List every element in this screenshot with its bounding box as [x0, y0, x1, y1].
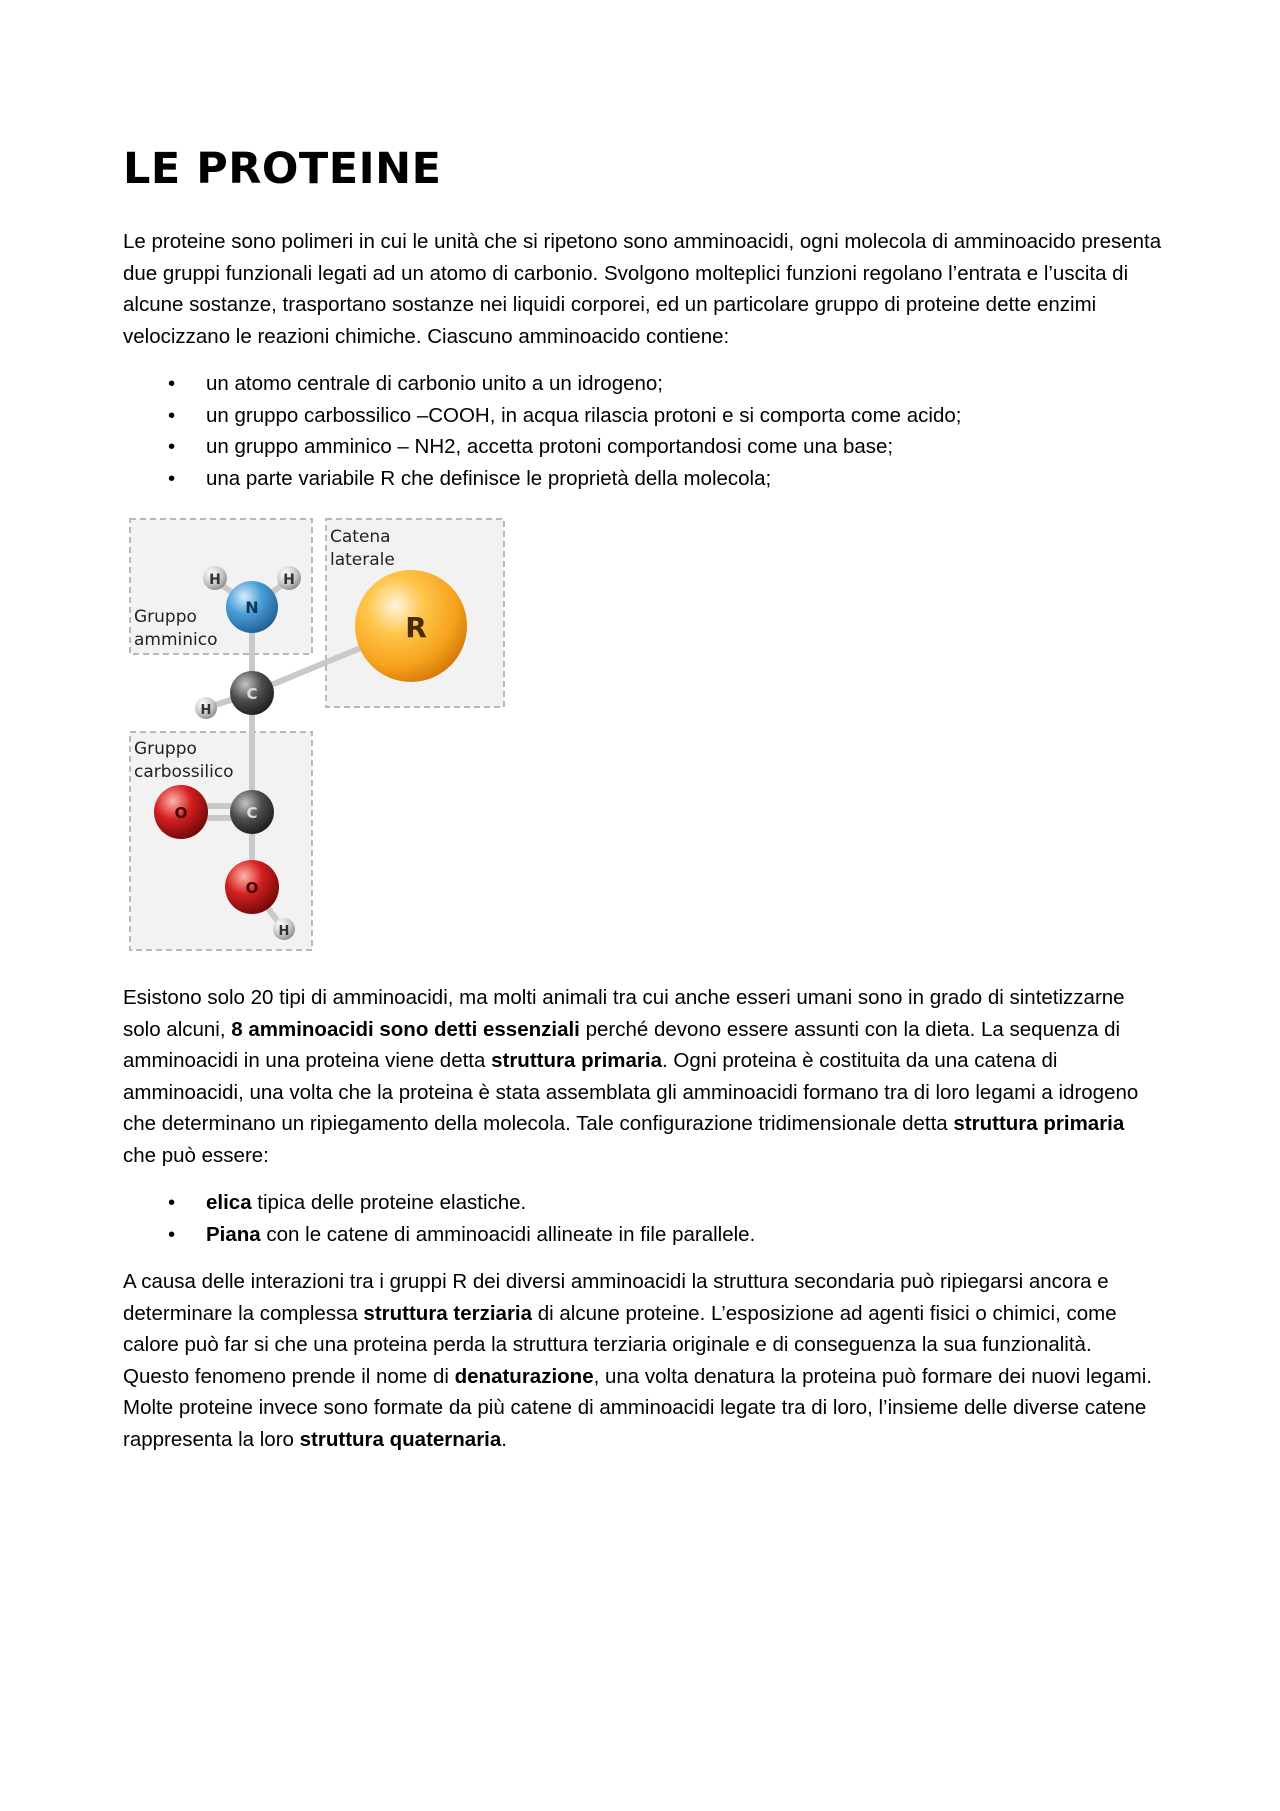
- list-item: [123, 368, 961, 400]
- list-item: [123, 1219, 755, 1251]
- carbon-symbol: C: [246, 685, 258, 703]
- hydrogen-atom: [203, 566, 227, 590]
- bullet-icon: •: [168, 1222, 176, 1246]
- hydrogen-symbol: H: [283, 572, 295, 588]
- bold-text-run: struttura primaria: [491, 1049, 662, 1072]
- carbon-atom: [230, 671, 274, 715]
- hydrogen-atom: [195, 697, 217, 719]
- secondary-structure-list: [123, 1187, 755, 1250]
- bullet-icon: •: [168, 435, 176, 458]
- list-item: [123, 463, 961, 495]
- list-item: [123, 400, 961, 432]
- list-item-text: un gruppo carbossilico –COOH, in acqua rilascia protoni e si comporta come acido;: [206, 403, 962, 427]
- hydrogen-symbol: H: [200, 703, 212, 718]
- list-item-text: una parte variabile R che definisce le proprietà della molecola;: [206, 466, 772, 490]
- carbon-symbol: C: [246, 804, 258, 822]
- intro-paragraph: Le proteine sono polimeri in cui le unità che si ripetono sono amminoacidi, ogni molecola di amminoacido presenta due gruppi funzionali legati ad un atomo di carbonio. Svolgono molteplici funzioni regolano l’entrata e l’uscita di alcune sostanze, trasportano sostanze nei liquidi corporei, ed un particolare gruppo di proteine dette enzimi velocizzano le reazioni chimiche. Ciascuno amminoacido contiene:: [123, 230, 1162, 348]
- text-run: . Ogni proteina è costituita da una catena di amminoacidi, una volta che la proteina è stata assemblata gli amminoacidi formano tra di loro legami a idrogeno che determinano un ripiegamento della molecola. Tale configurazione tridimensionale detta: [123, 1049, 1139, 1135]
- amino-group-label-line2: amminico: [134, 630, 218, 650]
- oxygen-symbol: O: [174, 804, 188, 822]
- list-item: [123, 1187, 755, 1219]
- list-item-text: un gruppo amminico – NH2, accetta protoni comportandosi come una base;: [206, 435, 894, 458]
- carbon-atom: [230, 790, 274, 834]
- list-item-bold: Piana: [206, 1222, 261, 1246]
- list-item: [123, 431, 961, 463]
- hydrogen-atom: [277, 566, 301, 590]
- page-title: LE PROTEINE: [123, 144, 442, 194]
- amino-group-label-line1: Gruppo: [134, 607, 197, 627]
- list-item-text: un atomo centrale di carbonio unito a un idrogeno;: [206, 372, 664, 395]
- text-run: di alcune proteine. L’esposizione ad agenti fisici o chimici, come calore può far si che una proteina perda la struttura terziaria originale e di conseguenza la sua funzionalità. Questo fenomeno prende il nome di: [123, 1301, 1117, 1388]
- oxygen-symbol: O: [245, 879, 259, 897]
- bullet-icon: •: [168, 403, 176, 427]
- list-item-bold: elica: [206, 1191, 252, 1214]
- bold-text-run: struttura quaternaria: [299, 1427, 502, 1451]
- hydrogen-symbol: H: [209, 572, 221, 588]
- amino-acid-diagram: [127, 515, 505, 953]
- bold-text-run: struttura primaria: [953, 1112, 1125, 1135]
- bold-text-run: denaturazione: [454, 1364, 594, 1388]
- bullet-icon: •: [168, 1191, 176, 1214]
- bold-text-run: struttura terziaria: [363, 1301, 533, 1325]
- nitrogen-atom: [226, 581, 278, 633]
- side-chain-label-line2: laterale: [330, 550, 395, 570]
- oxygen-atom: [154, 785, 208, 839]
- list-item-text: con le catene di amminoacidi allineate in file parallele.: [260, 1222, 756, 1246]
- nitrogen-symbol: N: [245, 598, 259, 617]
- text-run: Esistono solo 20 tipi di amminoacidi, ma molti animali tra cui anche esseri umani sono in grado di sintetizzarne solo alcuni,: [123, 986, 1125, 1041]
- tertiary-structure-paragraph: [123, 1266, 1163, 1455]
- side-chain-label-line1: Catena: [330, 527, 391, 547]
- text-run: perché devono essere assunti con la dieta. La sequenza di amminoacidi in una proteina viene detta: [123, 1017, 1121, 1072]
- text-run: che può essere:: [123, 1143, 269, 1167]
- hydrogen-symbol: H: [278, 924, 290, 939]
- text-run: A causa delle interazioni tra i gruppi R dei diversi amminoacidi la struttura secondaria può ripiegarsi ancora e determinare la complessa: [123, 1270, 1109, 1325]
- essential-amino-acids-paragraph: [123, 982, 1163, 1171]
- r-group-symbol: R: [405, 611, 427, 644]
- carboxyl-group-label-line1: Gruppo: [134, 739, 197, 759]
- list-item-text: tipica delle proteine elastiche.: [251, 1191, 527, 1214]
- carboxyl-group-label-line2: carbossilico: [134, 762, 234, 782]
- oxygen-atom: [225, 860, 279, 914]
- text-run: .: [501, 1427, 507, 1451]
- amino-acid-components-list: [123, 368, 961, 494]
- bullet-icon: •: [168, 466, 176, 490]
- bold-text-run: 8 amminoacidi sono detti essenziali: [231, 1017, 580, 1041]
- bullet-icon: •: [168, 372, 176, 395]
- text-run: , una volta denatura la proteina può formare dei nuovi legami. Molte proteine invece sono formate da più catene di amminoacidi legate tra di loro, l’insieme delle diverse catene rappresenta la loro: [123, 1364, 1152, 1451]
- r-group-atom: [355, 570, 467, 682]
- hydrogen-atom: [273, 918, 295, 940]
